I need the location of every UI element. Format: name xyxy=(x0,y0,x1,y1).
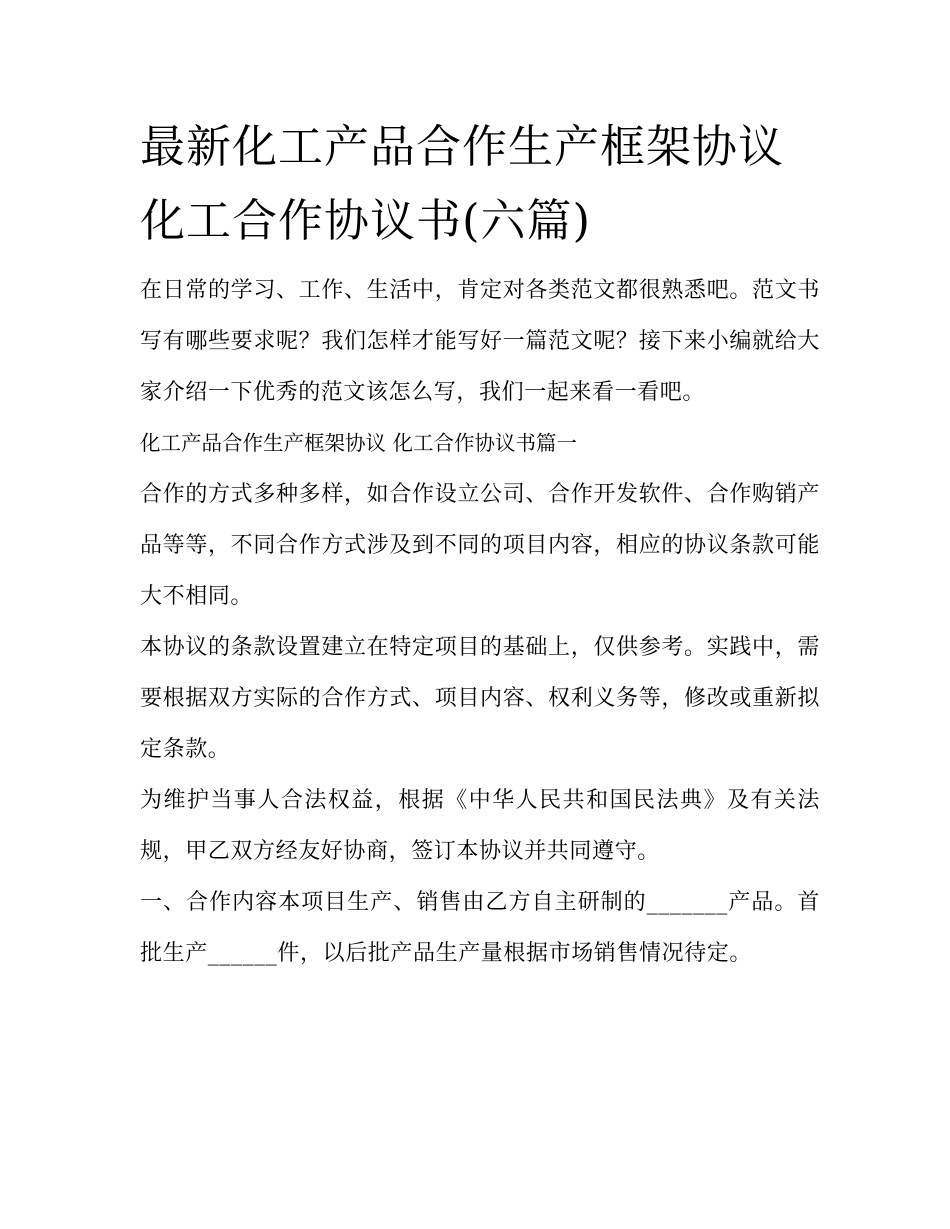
document-title: 最新化工产品合作生产框架协议 化工合作协议书(六篇) xyxy=(140,120,785,247)
legal-basis-paragraph: 为维护当事人合法权益，根据《中华人民共和国民法典》及有关法规，甲乙双方经友好协商，签订本协议并共同遵守。 xyxy=(140,788,820,864)
intro-paragraph: 在日常的学习、工作、生活中，肯定对各类范文都很熟悉吧。范文书写有哪些要求呢？我们怎样才能写好一篇范文呢？接下来小编就给大家介绍一下优秀的范文该怎么写，我们一起来看一看吧。 xyxy=(140,278,820,405)
section-heading: 化工产品合作生产框架协议 化工合作协议书篇一 xyxy=(140,431,578,455)
cooperation-methods-paragraph: 合作的方式多种多样，如合作设立公司、合作开发软件、合作购销产品等等，不同合作方式涉及到不同的项目内容，相应的协议条款可能大不相同。 xyxy=(140,482,820,609)
document-page xyxy=(140,110,820,979)
cooperation-content-paragraph: 一、合作内容本项目生产、销售由乙方自主研制的_______产品。首批生产______件，以后批产品生产量根据市场销售情况待定。 xyxy=(140,890,820,966)
clause-note-paragraph: 本协议的条款设置建立在特定项目的基础上，仅供参考。实践中，需要根据双方实际的合作方式、项目内容、权利义务等，修改或重新拟定条款。 xyxy=(140,635,820,762)
